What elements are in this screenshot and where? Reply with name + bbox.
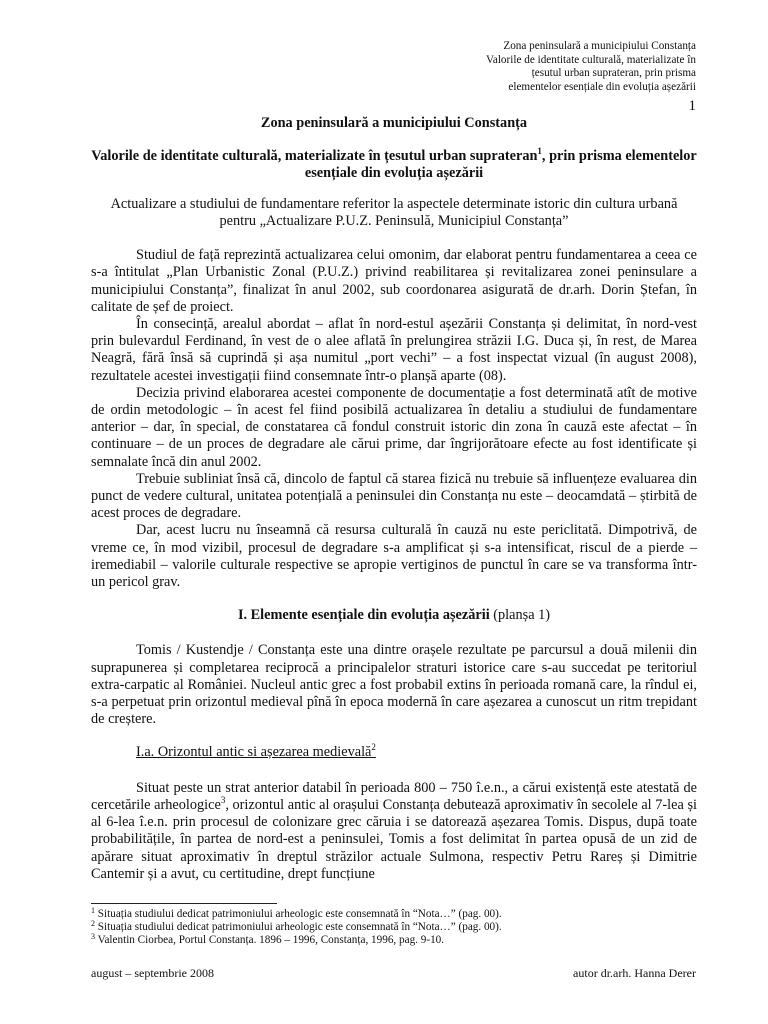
footnote-number: 1 (91, 906, 95, 915)
subsection-heading (136, 744, 697, 761)
footnote-text: Situația studiului dedicat patrimoniului arheologic este consemnată în “Nota…” (pag. 00). (97, 921, 502, 934)
footnote-ref: 2 (371, 742, 376, 753)
footnote-text: Valentin Ciorbea, Portul Constanța. 1896 – 1996, Constanța, 1996, pag. 9-10. (97, 934, 445, 947)
footnote-ref: 3 (220, 794, 226, 805)
document-title: Zona peninsulară a municipiului Constanța (260, 115, 528, 131)
footnote (91, 921, 697, 934)
paragraph (91, 780, 697, 883)
footnote-ref: 1 (537, 146, 542, 157)
page-number: 1 (688, 98, 696, 114)
paragraph-text: Situat peste un strat anterior databil în perioada 800 – 750 î.e.n., a cărui existență este atestată de cercetările arheologice (91, 779, 697, 813)
study-description: Actualizare a studiului de fundamentare referitor la aspectele determinate istoric din cultura urbană pentru „Actualizare P.U.Z. Peninsulă, Municipiul Constanța” (110, 196, 678, 229)
paragraph: Studiul de față reprezintă actualizarea celui omonim, dar elaborat pentru fundamentarea a ceea ce s-a întitulat „Plan Urbanistic Zonal (P.U.Z.) privind reabilitarea și revitalizarea zonei peninsulare a municipiului Constanța”, finalizat în anul 2002, sub coordonarea asigurată de dr.arh. Dorin Ștefan, în calitate de șef de proiect. (91, 247, 697, 315)
heading-text: Valorile de identitate culturală, materializate în țesutul urban suprateran (91, 148, 538, 165)
footnote (91, 908, 697, 921)
footnote-number: 3 (91, 932, 95, 942)
section-heading-text: I. Elemente esențiale din evoluția așezării (237, 607, 490, 624)
running-header-line: Zona peninsulară a municipiului Constanța (503, 40, 696, 52)
paragraph-text: , orizontul antic al orașului Constanța debutează aproximativ în secolele al 7-lea și al 6-lea î.e.n. prin procesul de colonizare grec căruia i se datorează așezarea Tomis. Dispus, după toate probabilitățile, în partea de nord-est a peninsulei, Tomis a fost delimitat în partea opusă de un zid de apărare situat aproximativ în dreptul străzilor actuale Sulmona, respectiv Petru Rareș și Dimitrie Cantemir și a avut, cu certitudine, drept funcțiune (91, 796, 697, 882)
paragraph: În consecință, arealul abordat – aflat în nord-estul așezării Constanța și delimitat, în nord-vest prin bulevardul Ferdinand, în vest de o alee aflată în prelungirea străzii I.G. Duca și, în rest, de Marea Neagră, fără însă să cuprindă și așa numitul „port vechi” – a fost inspectat vizual (în august 2008), rezultatele acestei investigații fiind consemnate într-o planșă aparte (08). (91, 316, 697, 384)
footnotes (91, 908, 697, 948)
running-header-line: elementelor esențiale din evoluția așezării (508, 80, 696, 93)
document-subtitle-heading (91, 148, 697, 182)
footnote (91, 934, 697, 947)
section-heading (91, 607, 697, 624)
footnote-number: 2 (91, 919, 95, 929)
footnote-separator (91, 903, 277, 904)
footer-date: august – septembrie 2008 (91, 966, 214, 980)
subsection-heading-text: I.a. Orizontul antic si așezarea medievală (136, 744, 372, 761)
section-heading-ref: (planșa 1) (493, 607, 551, 624)
paragraph: Dar, acest lucru nu înseamnă că resursa culturală în cauză nu este periclitată. Dimpotrivă, de vreme ce, în mod vizibil, procesul de degradare s-a amplificat și s-a intensificat, riscul de a pierde – iremediabil – valorile culturale respective se apropie vertiginos de punctul în care se va transforma într-un pericol grav. (91, 522, 697, 591)
running-header-line: țesutul urban suprateran, prin prisma (531, 67, 696, 80)
footnote-text: Situația studiului dedicat patrimoniului arheologic este consemnată în “Nota…” (pag. 00). (97, 908, 502, 920)
paragraph: Trebuie subliniat însă că, dincolo de faptul că starea fizică nu trebuie să influențeze evaluarea din punct de vedere cultural, unitatea potențială a peninsulei din Constanța nu este – deocamdată – știrbită de acest proces de degradare. (91, 470, 697, 522)
paragraph: Tomis / Kustendje / Constanța este una dintre orașele rezultate pe parcursul a două milenii din suprapunerea și completarea reciprocă a principalelor straturi istorice care s-au succedat pe teritoriul extra-carpatic al României. Nucleul antic grec a fost probabil extins în perioada romană care, la rîndul ei, s-a perpetuat prin orizontul medieval pînă în epoca modernă în care așezarea a cunoscut un ritm trepidant de creștere. (91, 642, 697, 728)
running-header-line: Valorile de identitate culturală, materializate în (486, 53, 696, 66)
document-body (91, 115, 697, 883)
running-header (396, 40, 696, 94)
footer-author: autor dr.arh. Hanna Derer (573, 966, 696, 980)
paragraph: Decizia privind elaborarea acestei componente de documentație a fost determinată atît de motive de ordin metodologic – în acest fel fiind posibilă actualizarea în detaliu a studiului de fundamentare anterior – dar, în special, de constatarea că fondul construit istoric din zona în cauză este afectat – în continuare – de un proces de degradare ale cărui prime, dar îngrijorătoare efecte au fost identificate și semnalate încă din anul 2002. (91, 384, 697, 470)
heading-text: , prin prisma elementelor esențiale din evoluția așezării (304, 148, 697, 182)
